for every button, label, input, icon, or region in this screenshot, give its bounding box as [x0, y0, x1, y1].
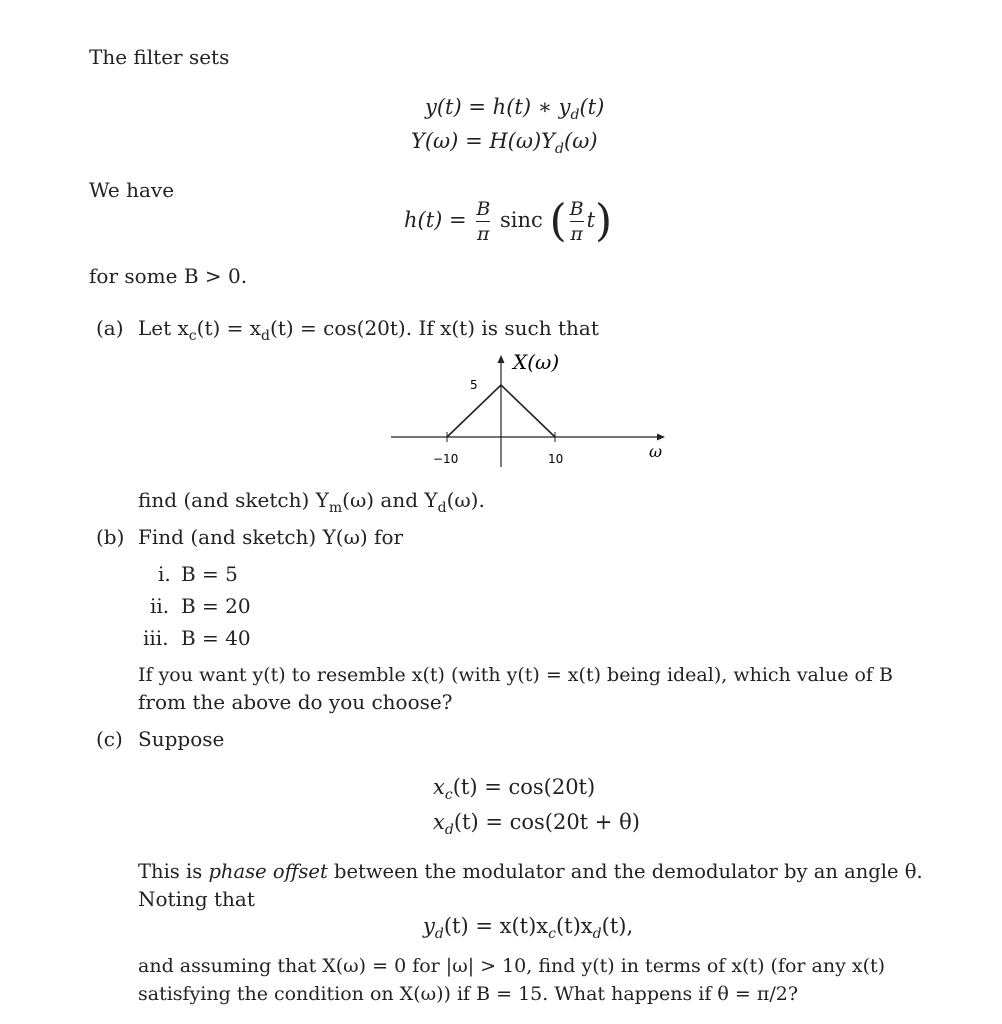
yd-sub: d: [434, 926, 444, 942]
part-b-question-line1: If you want y(t) to resemble x(t) (with y(t) = x(t) being ideal), which value of B: [138, 664, 893, 686]
yd-post: (t),: [601, 914, 634, 938]
fraction-b-over-pi: [476, 198, 490, 245]
we-have-text: We have: [89, 178, 175, 202]
equation-product: $Y(\omega) = H(\omega)Y_d(\omega)$: [411, 129, 598, 157]
eq1-rhs: h(t) ∗ y: [492, 95, 571, 119]
part-a-pre: Let x: [138, 316, 189, 340]
frac1-den: π: [477, 223, 490, 245]
equation-xd: [433, 810, 640, 838]
equation-convolution: y(t) = h(t) ∗ $y_d(t)$: [425, 95, 605, 123]
list-item-value: B = 20: [181, 594, 251, 618]
equation-xc: [433, 775, 596, 803]
part-c-text: Suppose: [138, 727, 225, 751]
part-b-question-line2: from the above do you choose?: [138, 690, 453, 714]
eq2-rhs-sub: d: [555, 141, 564, 157]
find-post: (ω).: [446, 488, 485, 512]
spectrum-graph: [385, 345, 685, 475]
xc-sub: c: [444, 787, 453, 803]
part-a-text: [138, 316, 599, 343]
list-item-label: ii.: [150, 594, 170, 618]
frac2-den: π: [570, 223, 583, 245]
part-b-label: (b): [96, 525, 125, 549]
list-item-label: iii.: [143, 626, 169, 650]
xd-lhs: x: [433, 810, 445, 834]
yd-mid: (t) = x(t)x: [443, 914, 549, 938]
eq2-rhs-tail: (ω): [564, 129, 598, 153]
part-c-line2: Noting that: [138, 887, 255, 911]
part-b-text: Find (and sketch) Y(ω) for: [138, 525, 404, 549]
part-c-line3: and assuming that X(ω) = 0 for |ω| > 10, find y(t) in terms of x(t) (for any x(t): [138, 955, 886, 977]
right-tick-label: 10: [548, 452, 564, 466]
yd-sub2: c: [548, 926, 556, 942]
h-lhs: h(t) =: [404, 208, 467, 232]
graph-ylabel: X(ω): [513, 350, 560, 374]
intro-text: The filter sets: [89, 45, 230, 69]
eq1-lhs: y(t): [425, 95, 462, 119]
part-a-find: [138, 488, 485, 515]
fraction-b-over-pi-2: [570, 198, 584, 245]
omega-axis-arrow: [657, 434, 665, 441]
part-c-line1: [138, 860, 923, 884]
eq1-rhs-tail: (t): [579, 95, 605, 119]
xc-rhs: (t) = cos(20t): [452, 775, 596, 799]
list-item-value: B = 40: [181, 626, 251, 650]
yd-pre: y: [423, 914, 435, 938]
line1-emphasis: phase offset: [208, 860, 328, 883]
for-some-text: for some B > 0.: [89, 264, 248, 288]
yd-mid2: (t)x: [555, 914, 593, 938]
part-a-sub-c: c: [188, 328, 197, 344]
peak-label: 5: [470, 378, 478, 392]
xd-sub: d: [444, 822, 454, 838]
line1-pre: This is: [138, 860, 209, 883]
list-item-value: B = 5: [181, 562, 238, 586]
left-tick-label: −10: [433, 452, 459, 466]
eq2-rhs: H(ω)Y: [489, 129, 556, 153]
part-a-mid: (t) = x: [196, 316, 262, 340]
eq2-lhs: Y(ω): [411, 129, 459, 153]
xd-rhs: (t) = cos(20t + θ): [453, 810, 640, 834]
eq1-rhs-sub: d: [570, 107, 580, 123]
find-mid: (ω) and Y: [342, 488, 438, 512]
graph-xlabel: ω: [649, 442, 663, 461]
part-a-label: (a): [96, 316, 124, 340]
list-item-label: i.: [158, 562, 171, 586]
frac2-num: B: [569, 198, 584, 220]
equation-yd: [423, 914, 634, 942]
frac1-num: B: [476, 198, 491, 220]
xc-lhs: x: [433, 775, 445, 799]
line1-post: between the modulator and the demodulator by an angle θ.: [327, 860, 923, 883]
sinc-label: sinc: [499, 208, 543, 232]
part-a-post: (t) = cos(20t). If x(t) is such that: [270, 316, 599, 340]
sinc-arg: t: [586, 208, 596, 232]
equation-h: h(t) = $\frac{B}{\pi}$ sinc ( $\frac{B}{\pi}$ t): [404, 195, 613, 247]
part-a-sub-d: d: [261, 328, 271, 344]
yd-sub3: d: [592, 926, 602, 942]
find-pre: find (and sketch) Y: [138, 488, 329, 512]
part-c-label: (c): [96, 727, 123, 751]
vertical-axis-arrow: [498, 355, 505, 363]
find-sub-m: m: [328, 500, 343, 516]
part-c-line4: satisfying the condition on X(ω)) if B = 15. What happens if θ = π/2?: [138, 983, 799, 1005]
find-sub-d: d: [437, 500, 447, 516]
